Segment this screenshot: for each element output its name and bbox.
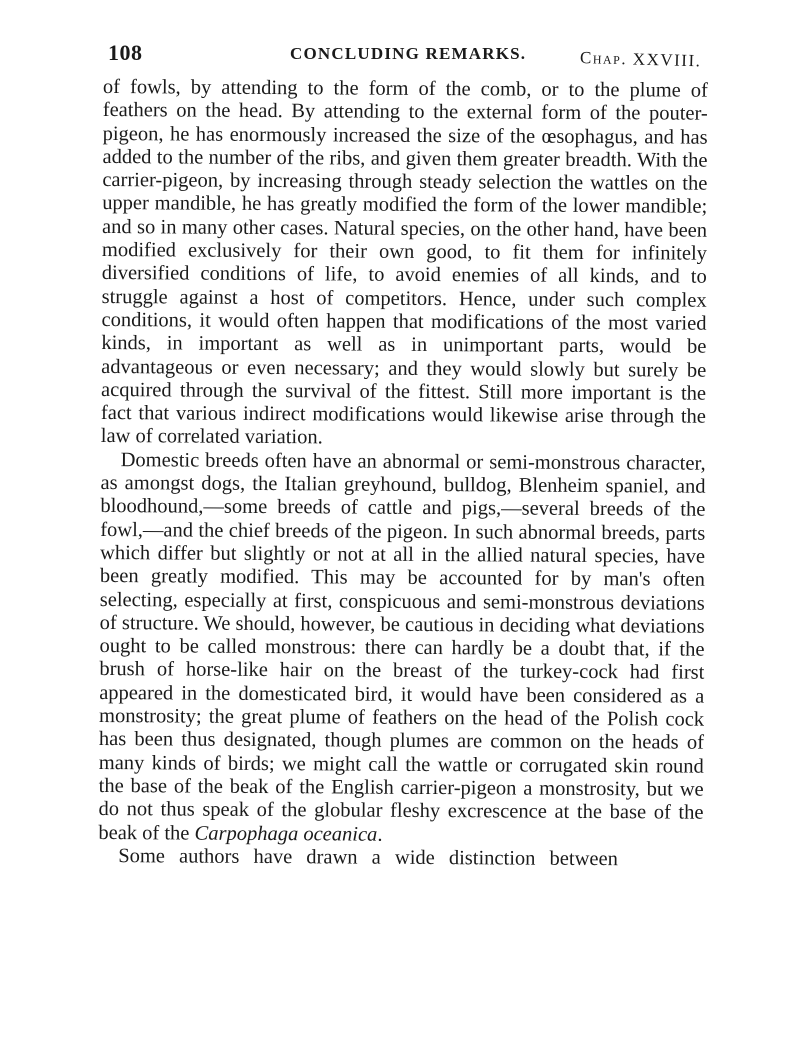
paragraph-text: Domestic breeds often have an abnormal or semi-monstrous character, as amongst dogs, the Italian greyhound, bulldog, Blenheim spaniel, and bloodhound,—some breeds of cattle and pigs,—several breeds of the fowl,—and the chief breeds of the pigeon. In such abnormal breeds, parts which differ but slightly or not at all in the allied natural species, have been greatly modified. This may be accounted for by man's often selecting, especially at first, conspicuous and semi-monstrous deviations of structure. We should, however, be cautious in deciding what deviations ought to be called monstrous: there can hardly be a doubt that, if the brush of horse-like hair on the breast of the turkey-cock had first appeared in the domesticated bird, it would have been considered as a monstrosity; the great plume of feathers on the head of the Polish cock has been thus designated, though plumes are common on the heads of many kinds of birds; we might call the wattle or corrugated skin round the base of the beak of the English carrier-pigeon a monstrosity, but we do not thus speak of the globular fleshy excrescence at the base of the beak of the [98, 448, 706, 845]
paragraph-domestic-breeds [98, 449, 705, 849]
page-header [108, 40, 708, 70]
species-name-italic: Carpophaga oceanica [194, 822, 378, 846]
running-head: CONCLUDING REMARKS. [290, 44, 527, 63]
paragraph-continued: of fowls, by attending to the form of the comb, or to the plume of feathers on the head. By attending to the external form of the pouter-pigeon, he has enormously increased the size of the œsophagus, and has added to the number of the ribs, and given them greater breadth. With the carrier-pigeon, by increasing through steady selection the wattles on the upper mandible, he has greatly modified the form of the lower mandible; and so in many other cases. Natural species, on the other hand, have been modified exclusively for their own good, to fit them for infinitely diversified conditions of life, to avoid enemies of all kinds, and to struggle against a host of competitors. Hence, under such complex conditions, it would often happen that modifications of the most varied kinds, in important as well as in unimportant parts, would be advantageous or even necessary; and they would slowly but surely be acquired through the survival of the fittest. Still more important is the fact that various indirect modifications would likewise arise through the law of correlated variation. [100, 76, 708, 449]
chapter-reference: Chap. XXVIII. [579, 48, 702, 71]
paragraph-some-authors: Some authors have drawn a wide distinction between [118, 844, 618, 870]
page-number: 108 [108, 40, 143, 65]
paragraph-end-punctuation: . [377, 823, 383, 846]
body-text [98, 76, 708, 872]
